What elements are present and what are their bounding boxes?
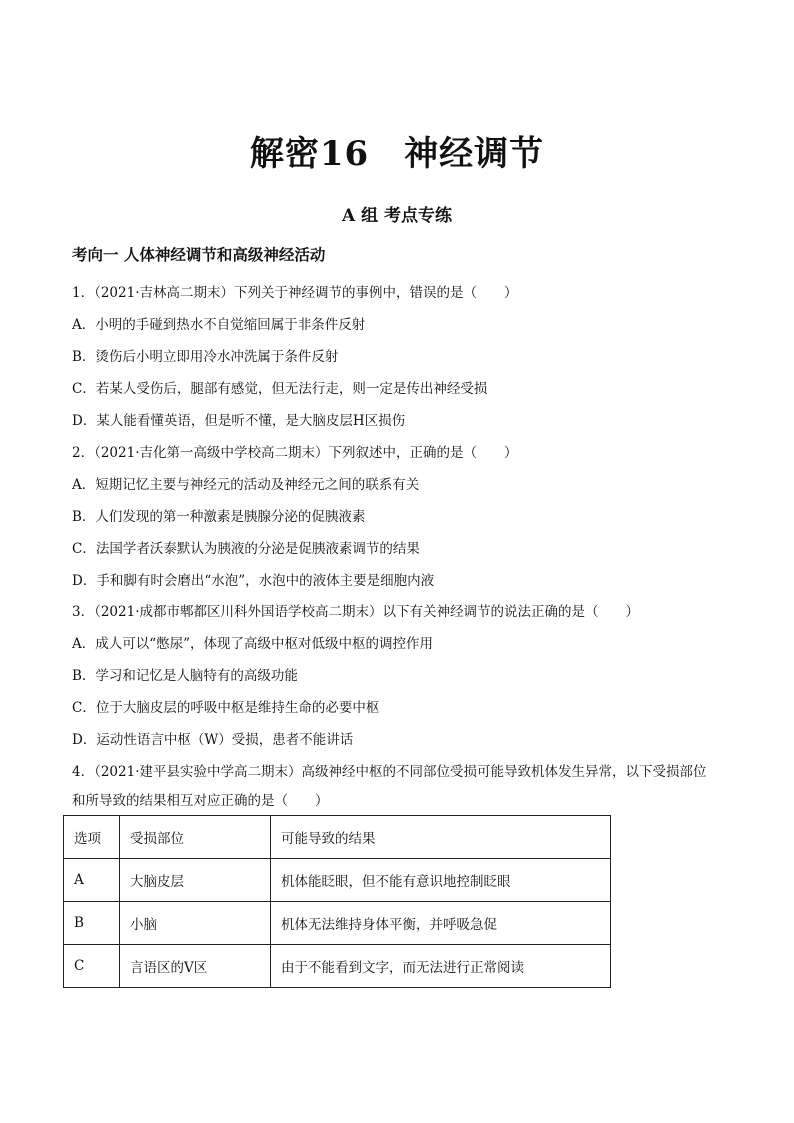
table-cell: 机体无法维持身体平衡，并呼吸急促: [271, 902, 611, 945]
table-cell: C: [64, 945, 120, 988]
table-cell: A: [64, 859, 120, 902]
table-row: [64, 902, 611, 945]
table-header-cell: 选项: [64, 816, 120, 859]
question-3-option-c: C．位于大脑皮层的呼吸中枢是维持生命的必要中枢: [72, 700, 380, 716]
question-3-option-b: B．学习和记忆是人脑特有的高级功能: [72, 668, 298, 684]
table-cell: 机体能眨眼，但不能有意识地控制眨眼: [271, 859, 611, 902]
question-1-option-a: A．小明的手碰到热水不自觉缩回属于非条件反射: [72, 317, 366, 333]
question-3-option-d: D．运动性语言中枢（W）受损，患者不能讲话: [72, 732, 354, 748]
question-2-option-b: B．人们发现的第一种激素是胰腺分泌的促胰液素: [72, 509, 366, 525]
table-row: [64, 945, 611, 988]
question-4-continuation: 和所导致的结果相互对应正确的是（ ）: [72, 793, 329, 809]
question-3-option-a: A．成人可以“憋尿”，体现了高级中枢对低级中枢的调控作用: [72, 636, 434, 652]
options-table: [63, 815, 611, 988]
table-cell: B: [64, 902, 120, 945]
question-1-option-d: D．某人能看懂英语，但是听不懂，是大脑皮层H区损伤: [72, 413, 406, 429]
table-cell: 大脑皮层: [120, 859, 271, 902]
question-2-option-a: A．短期记忆主要与神经元的活动及神经元之间的联系有关: [72, 477, 420, 493]
question-1-option-b: B．烫伤后小明立即用冷水冲洗属于条件反射: [72, 349, 339, 365]
page-title: 解密16 神经调节: [249, 134, 545, 174]
table-header-cell: 可能导致的结果: [271, 816, 611, 859]
group-subtitle: A 组 考点专练: [341, 206, 453, 226]
question-1: 1．（2021·吉林高二期末）下列关于神经调节的事例中，错误的是（ ）: [72, 285, 518, 301]
table-row: [64, 859, 611, 902]
question-4: 4．（2021·建平县实验中学高二期末）高级神经中枢的不同部位受损可能导致机体发生异常，以下受损部位: [72, 764, 707, 780]
table-header-row: [64, 816, 611, 859]
table-cell: 由于不能看到文字，而无法进行正常阅读: [271, 945, 611, 988]
table-header-cell: 受损部位: [120, 816, 271, 859]
question-2-option-d: D．手和脚有时会磨出“水泡”，水泡中的液体主要是细胞内液: [72, 573, 435, 589]
question-1-option-c: C．若某人受伤后，腿部有感觉，但无法行走，则一定是传出神经受损: [72, 381, 488, 397]
table-cell: 言语区的V区: [120, 945, 271, 988]
question-3: 3．（2021·成都市郫都区川科外国语学校高二期末）以下有关神经调节的说法正确的是（ ）: [72, 604, 639, 620]
section-heading: 考向一 人体神经调节和高级神经活动: [72, 245, 326, 264]
question-2-option-c: C．法国学者沃泰默认为胰液的分泌是促胰液素调节的结果: [72, 541, 420, 557]
table-cell: 小脑: [120, 902, 271, 945]
question-2: 2．（2021·吉化第一高级中学校高二期末）下列叙述中，正确的是（ ）: [72, 445, 518, 461]
